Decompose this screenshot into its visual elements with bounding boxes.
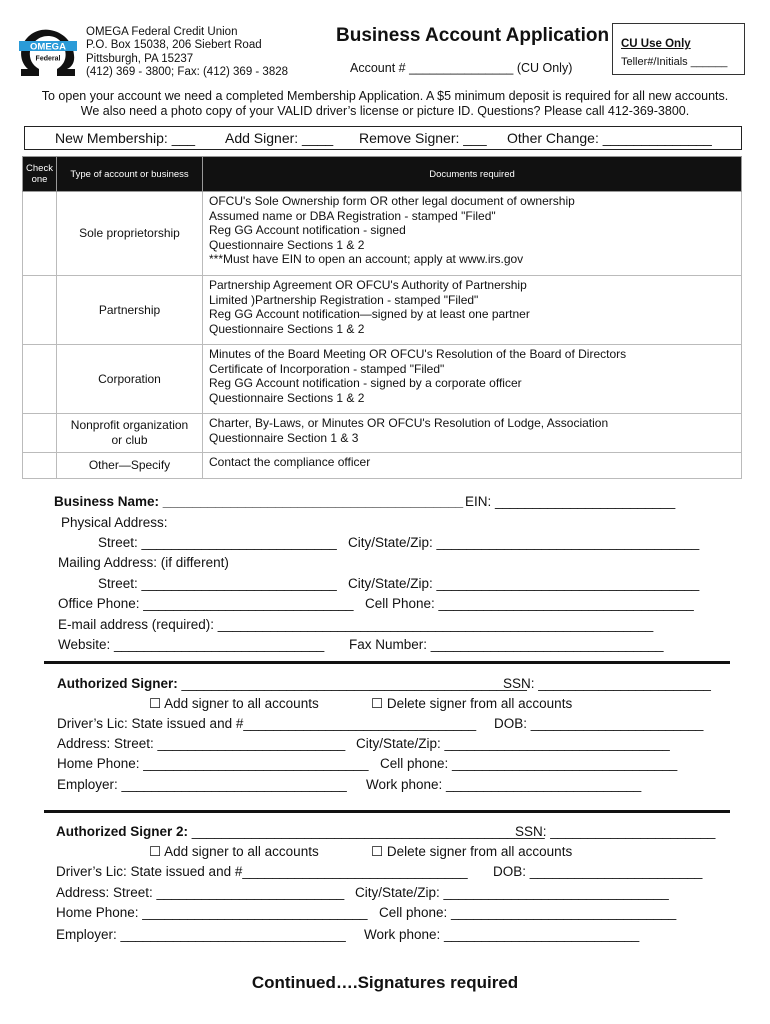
doc-line: Reg GG Account notification - signed by a corporate officer (209, 376, 522, 391)
authorized-signer-label: Authorized Signer: (57, 676, 182, 691)
signer1-ssn-field[interactable]: SSN: _______________________ (503, 676, 711, 691)
doc-line: ***Must have EIN to open an account; apply at www.irs.gov (209, 252, 524, 267)
signer2-employer-field[interactable]: Employer: ______________________________ (56, 927, 346, 942)
authorized-signer-2-field[interactable] (56, 824, 545, 839)
type-cell: Other—Specify (57, 453, 203, 479)
check-box-other[interactable] (23, 453, 57, 479)
docs-cell (203, 276, 742, 345)
signer2-add-checkbox[interactable]: ☐ Add signer to all accounts (149, 844, 319, 859)
mailing-city-state-zip-field[interactable]: City/State/Zip: ___________________________________ (348, 576, 700, 591)
business-name-field[interactable]: Business Name: ________________________________________ (54, 494, 464, 509)
type-cell: Partnership (57, 276, 203, 345)
remove-signer-field[interactable]: Remove Signer: ___ (359, 130, 487, 146)
doc-line: Charter, By-Laws, or Minutes OR OFCU's Resolution of Lodge, Association (209, 416, 609, 430)
doc-line: Questionnaire Sections 1 & 2 (209, 237, 365, 252)
new-membership-field[interactable]: New Membership: ___ (55, 130, 196, 146)
mailing-street-field[interactable]: Street: __________________________ (98, 576, 337, 591)
table-header-row (23, 157, 742, 192)
section-divider (44, 661, 730, 664)
cu-name: OMEGA Federal Credit Union (86, 26, 238, 38)
membership-type-bar (24, 126, 742, 150)
type-cell: Corporation (57, 345, 203, 414)
documents-header: Documents required (203, 157, 742, 192)
logo-text: OMEGA (30, 41, 66, 53)
authorized-signer-line: ______________________________________________ (181, 676, 527, 691)
signer2-delete-checkbox[interactable]: ☐ Delete signer from all accounts (371, 844, 573, 859)
omega-logo (17, 22, 79, 84)
doc-line: Limited )Partnership Registration - stamped "Filed" (209, 292, 479, 307)
doc-line: Reg GG Account notification - signed (209, 223, 406, 238)
doc-line: OFCU's Sole Ownership form OR other legal document of ownership (209, 194, 575, 208)
authorized-signer-2-line: _______________________________________________ (191, 824, 545, 839)
type-header: Type of account or business (57, 157, 203, 192)
doc-line: Certificate of Incorporation - stamped "Filed" (209, 361, 445, 376)
signer2-home-phone-field[interactable]: Home Phone: ______________________________ (56, 905, 368, 920)
signer2-city-state-zip-field[interactable]: City/State/Zip: ______________________________ (355, 885, 669, 900)
physical-city-state-zip-field[interactable]: City/State/Zip: ___________________________________ (348, 535, 700, 550)
type-cell: Sole proprietorship (57, 192, 203, 276)
intro-text (0, 89, 770, 119)
doc-line: Reg GG Account notification—signed by at least one partner (209, 307, 530, 322)
website-field[interactable]: Website: ____________________________ (58, 637, 325, 652)
other-change-field[interactable]: Other Change: ______________ (507, 130, 712, 146)
check-box-nonprofit[interactable] (23, 414, 57, 453)
doc-line: Questionnaire Section 1 & 3 (209, 430, 359, 445)
type-cell: Nonprofit organization or club (57, 414, 203, 453)
signer1-street-field[interactable]: Address: Street: _________________________ (57, 736, 346, 751)
cu-address-line1: P.O. Box 15038, 206 Siebert Road (86, 39, 262, 52)
docs-cell (203, 345, 742, 414)
fax-number-field[interactable]: Fax Number: _______________________________ (349, 637, 664, 652)
doc-line: Minutes of the Board Meeting OR OFCU's Resolution of the Board of Directors (209, 347, 627, 361)
page-title: Business Account Application (336, 25, 610, 46)
signer2-drivers-license-field[interactable]: Driver’s Lic: State issued and #______________________________ (56, 864, 468, 879)
doc-line: Partnership Agreement OR OFCU's Authority of Partnership (209, 278, 527, 292)
signer1-drivers-license-field[interactable]: Driver’s Lic: State issued and #_______________________________ (57, 716, 477, 731)
cu-phones: (412) 369 - 3800; Fax: (412) 369 - 3828 (86, 66, 289, 79)
doc-line: Questionnaire Sections 1 & 2 (209, 390, 365, 405)
docs-cell (203, 453, 742, 479)
signer1-dob-field[interactable]: DOB: _______________________ (494, 716, 704, 731)
table-row (23, 276, 742, 345)
cell-phone-field[interactable]: Cell Phone: __________________________________ (365, 596, 694, 611)
logo-subtext: Federal (35, 55, 61, 63)
table-row (23, 192, 742, 276)
account-number-field[interactable]: Account # _______________ (CU Only) (350, 61, 573, 75)
ein-field[interactable]: EIN: ________________________ (465, 494, 676, 509)
signer1-delete-checkbox[interactable]: ☐ Delete signer from all accounts (371, 696, 573, 711)
signer1-cell-phone-field[interactable]: Cell phone: ______________________________ (380, 756, 678, 771)
signer1-city-state-zip-field[interactable]: City/State/Zip: ______________________________ (356, 736, 670, 751)
continued-signatures-note: Continued….Signatures required (251, 973, 519, 992)
add-signer-field[interactable]: Add Signer: ____ (225, 130, 334, 146)
cu-use-only-heading: CU Use Only (621, 38, 691, 50)
table-row (23, 345, 742, 414)
cu-contact-info (86, 26, 288, 80)
table-row (23, 453, 742, 479)
signer2-dob-field[interactable]: DOB: _______________________ (493, 864, 703, 879)
physical-address-label: Physical Address: (61, 515, 168, 530)
section-divider (44, 810, 730, 813)
signer1-employer-field[interactable]: Employer: ______________________________ (57, 777, 347, 792)
signer1-home-phone-field[interactable]: Home Phone: ______________________________ (57, 756, 369, 771)
authorized-signer-2-label: Authorized Signer 2: (56, 824, 192, 839)
intro-line-2: We also need a photo copy of your VALID driver’s license or picture ID. Questions? Please call 412-369-3800. (80, 104, 690, 118)
physical-street-field[interactable]: Street: __________________________ (98, 535, 337, 550)
account-type-table (22, 156, 742, 479)
signer2-work-phone-field[interactable]: Work phone: __________________________ (364, 927, 640, 942)
doc-line: Contact the compliance officer (209, 455, 371, 469)
signer1-add-checkbox[interactable]: ☐ Add signer to all accounts (149, 696, 319, 711)
check-one-header: Check one (23, 157, 57, 192)
authorized-signer-field[interactable] (57, 676, 527, 691)
cu-address-line2: Pittsburgh, PA 15237 (86, 52, 194, 65)
office-phone-field[interactable]: Office Phone: ____________________________ (58, 596, 354, 611)
teller-initials-field[interactable]: Teller#/Initials ______ (621, 56, 728, 68)
signer2-street-field[interactable]: Address: Street: _________________________ (56, 885, 345, 900)
doc-line: Assumed name or DBA Registration - stamped "Filed" (209, 208, 496, 223)
mailing-address-label: Mailing Address: (if different) (58, 555, 229, 570)
signer2-cell-phone-field[interactable]: Cell phone: ______________________________ (379, 905, 677, 920)
check-box-sole-prop[interactable] (23, 192, 57, 276)
signer2-ssn-field[interactable]: SSN: ______________________ (515, 824, 716, 839)
check-box-partnership[interactable] (23, 276, 57, 345)
cu-use-only-box (612, 23, 745, 75)
email-field[interactable]: E-mail address (required): __________________________________________________________ (58, 617, 654, 632)
docs-cell (203, 414, 742, 453)
signer1-work-phone-field[interactable]: Work phone: __________________________ (366, 777, 642, 792)
doc-line: Questionnaire Sections 1 & 2 (209, 321, 365, 336)
docs-cell (203, 192, 742, 276)
intro-line-1: To open your account we need a completed Membership Application. A $5 minimum deposit is required for all new accounts. (41, 89, 729, 103)
check-box-corporation[interactable] (23, 345, 57, 414)
table-row (23, 414, 742, 453)
